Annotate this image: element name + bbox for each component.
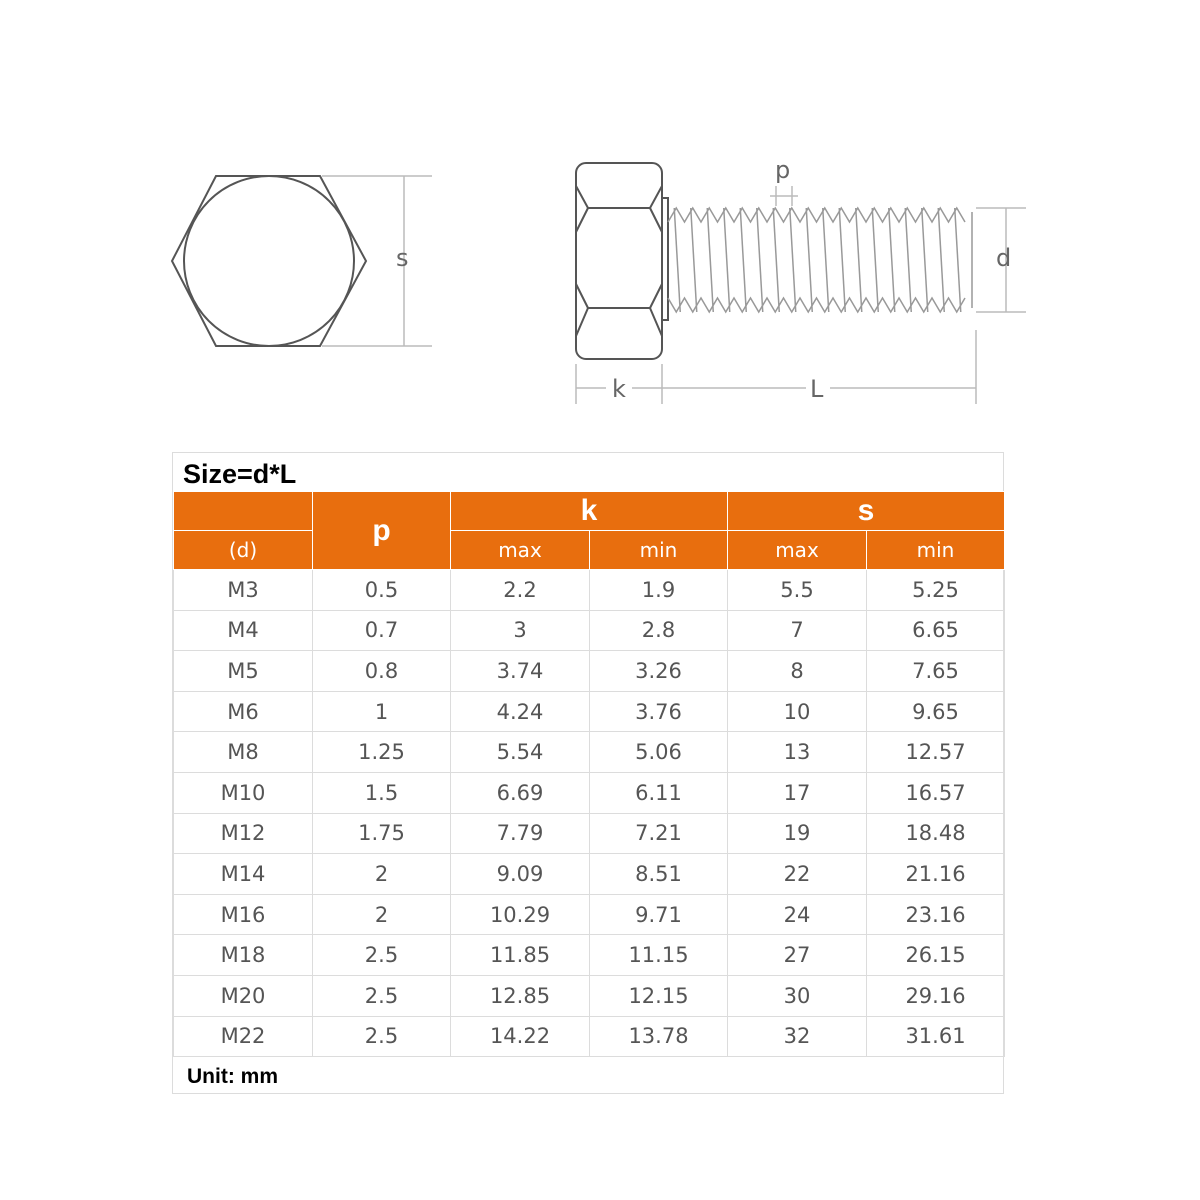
header-k: k bbox=[451, 492, 728, 531]
bearing-circle bbox=[184, 176, 354, 346]
threaded-shank bbox=[668, 208, 972, 312]
s-min-cell: 6.65 bbox=[867, 610, 1005, 651]
s-max-cell: 27 bbox=[728, 935, 867, 976]
s-min-cell: 26.15 bbox=[867, 935, 1005, 976]
size-cell: M16 bbox=[174, 894, 313, 935]
k-min-cell: 5.06 bbox=[590, 732, 728, 773]
table-row bbox=[174, 813, 1005, 854]
k-min-cell: 9.71 bbox=[590, 894, 728, 935]
k-label: k bbox=[612, 375, 626, 403]
s-max-cell: 5.5 bbox=[728, 570, 867, 611]
table-row bbox=[174, 570, 1005, 611]
s-min-cell: 9.65 bbox=[867, 691, 1005, 732]
table-row bbox=[174, 935, 1005, 976]
L-label: L bbox=[810, 375, 824, 403]
k-max-cell: 9.09 bbox=[451, 854, 590, 895]
s-max-cell: 13 bbox=[728, 732, 867, 773]
s-max-cell: 30 bbox=[728, 975, 867, 1016]
bolt-drawing bbox=[0, 0, 1200, 440]
pitch-cell: 1.25 bbox=[313, 732, 451, 773]
size-cell: M14 bbox=[174, 854, 313, 895]
s-max-cell: 22 bbox=[728, 854, 867, 895]
s-label: s bbox=[396, 244, 409, 272]
k-min-cell: 7.21 bbox=[590, 813, 728, 854]
pitch-cell: 0.5 bbox=[313, 570, 451, 611]
k-max-cell: 5.54 bbox=[451, 732, 590, 773]
header-s-max: max bbox=[728, 531, 867, 570]
k-max-cell: 2.2 bbox=[451, 570, 590, 611]
table-row bbox=[174, 1016, 1005, 1057]
k-max-cell: 4.24 bbox=[451, 691, 590, 732]
s-min-cell: 23.16 bbox=[867, 894, 1005, 935]
dimension-table bbox=[173, 491, 1005, 1057]
k-max-cell: 3 bbox=[451, 610, 590, 651]
k-min-cell: 3.76 bbox=[590, 691, 728, 732]
s-dimension bbox=[322, 176, 432, 346]
pitch-cell: 2 bbox=[313, 854, 451, 895]
s-min-cell: 18.48 bbox=[867, 813, 1005, 854]
table-title: Size=d*L bbox=[183, 459, 297, 489]
k-max-cell: 3.74 bbox=[451, 651, 590, 692]
table-row bbox=[174, 651, 1005, 692]
size-cell: M20 bbox=[174, 975, 313, 1016]
header-d: (d) bbox=[174, 531, 313, 570]
k-min-cell: 11.15 bbox=[590, 935, 728, 976]
header-blank bbox=[174, 492, 313, 531]
size-cell: M5 bbox=[174, 651, 313, 692]
header-row-1 bbox=[174, 492, 1005, 531]
header-k-min: min bbox=[590, 531, 728, 570]
table-row bbox=[174, 772, 1005, 813]
s-max-cell: 32 bbox=[728, 1016, 867, 1057]
size-cell: M4 bbox=[174, 610, 313, 651]
k-max-cell: 14.22 bbox=[451, 1016, 590, 1057]
s-max-cell: 17 bbox=[728, 772, 867, 813]
k-max-cell: 11.85 bbox=[451, 935, 590, 976]
k-max-cell: 12.85 bbox=[451, 975, 590, 1016]
k-min-cell: 2.8 bbox=[590, 610, 728, 651]
k-max-cell: 7.79 bbox=[451, 813, 590, 854]
hex-head-top-view bbox=[172, 176, 366, 346]
pitch-cell: 1 bbox=[313, 691, 451, 732]
pitch-cell: 1.5 bbox=[313, 772, 451, 813]
header-row-2 bbox=[174, 531, 1005, 570]
bolt-head-side-view bbox=[576, 163, 668, 359]
d-label: d bbox=[996, 244, 1012, 272]
table-body bbox=[174, 570, 1005, 1057]
k-min-cell: 3.26 bbox=[590, 651, 728, 692]
s-min-cell: 7.65 bbox=[867, 651, 1005, 692]
size-cell: M18 bbox=[174, 935, 313, 976]
k-min-cell: 1.9 bbox=[590, 570, 728, 611]
s-min-cell: 21.16 bbox=[867, 854, 1005, 895]
k-min-cell: 12.15 bbox=[590, 975, 728, 1016]
table-row bbox=[174, 610, 1005, 651]
s-max-cell: 7 bbox=[728, 610, 867, 651]
s-min-cell: 5.25 bbox=[867, 570, 1005, 611]
size-cell: M12 bbox=[174, 813, 313, 854]
table-row bbox=[174, 854, 1005, 895]
table-row bbox=[174, 894, 1005, 935]
size-cell: M6 bbox=[174, 691, 313, 732]
k-min-cell: 13.78 bbox=[590, 1016, 728, 1057]
k-max-cell: 10.29 bbox=[451, 894, 590, 935]
table-unit: Unit: mm bbox=[187, 1065, 278, 1088]
size-cell: M8 bbox=[174, 732, 313, 773]
spec-table bbox=[172, 452, 1004, 1094]
header-p: p bbox=[313, 492, 451, 570]
k-min-cell: 6.11 bbox=[590, 772, 728, 813]
pitch-cell: 2.5 bbox=[313, 1016, 451, 1057]
p-dimension bbox=[770, 186, 798, 206]
s-max-cell: 8 bbox=[728, 651, 867, 692]
header-s-min: min bbox=[867, 531, 1005, 570]
table-row bbox=[174, 691, 1005, 732]
pitch-cell: 2.5 bbox=[313, 975, 451, 1016]
pitch-cell: 0.7 bbox=[313, 610, 451, 651]
pitch-cell: 1.75 bbox=[313, 813, 451, 854]
k-max-cell: 6.69 bbox=[451, 772, 590, 813]
table-row bbox=[174, 975, 1005, 1016]
k-L-dimension bbox=[576, 330, 976, 404]
s-max-cell: 24 bbox=[728, 894, 867, 935]
s-min-cell: 29.16 bbox=[867, 975, 1005, 1016]
pitch-cell: 0.8 bbox=[313, 651, 451, 692]
k-min-cell: 8.51 bbox=[590, 854, 728, 895]
s-max-cell: 19 bbox=[728, 813, 867, 854]
hexagon-outline bbox=[172, 176, 366, 346]
size-cell: M3 bbox=[174, 570, 313, 611]
s-min-cell: 12.57 bbox=[867, 732, 1005, 773]
header-k-max: max bbox=[451, 531, 590, 570]
table-row bbox=[174, 732, 1005, 773]
header-s: s bbox=[728, 492, 1005, 531]
pitch-cell: 2.5 bbox=[313, 935, 451, 976]
size-cell: M22 bbox=[174, 1016, 313, 1057]
s-min-cell: 16.57 bbox=[867, 772, 1005, 813]
s-min-cell: 31.61 bbox=[867, 1016, 1005, 1057]
size-cell: M10 bbox=[174, 772, 313, 813]
pitch-cell: 2 bbox=[313, 894, 451, 935]
p-label: p bbox=[775, 156, 791, 184]
s-max-cell: 10 bbox=[728, 691, 867, 732]
